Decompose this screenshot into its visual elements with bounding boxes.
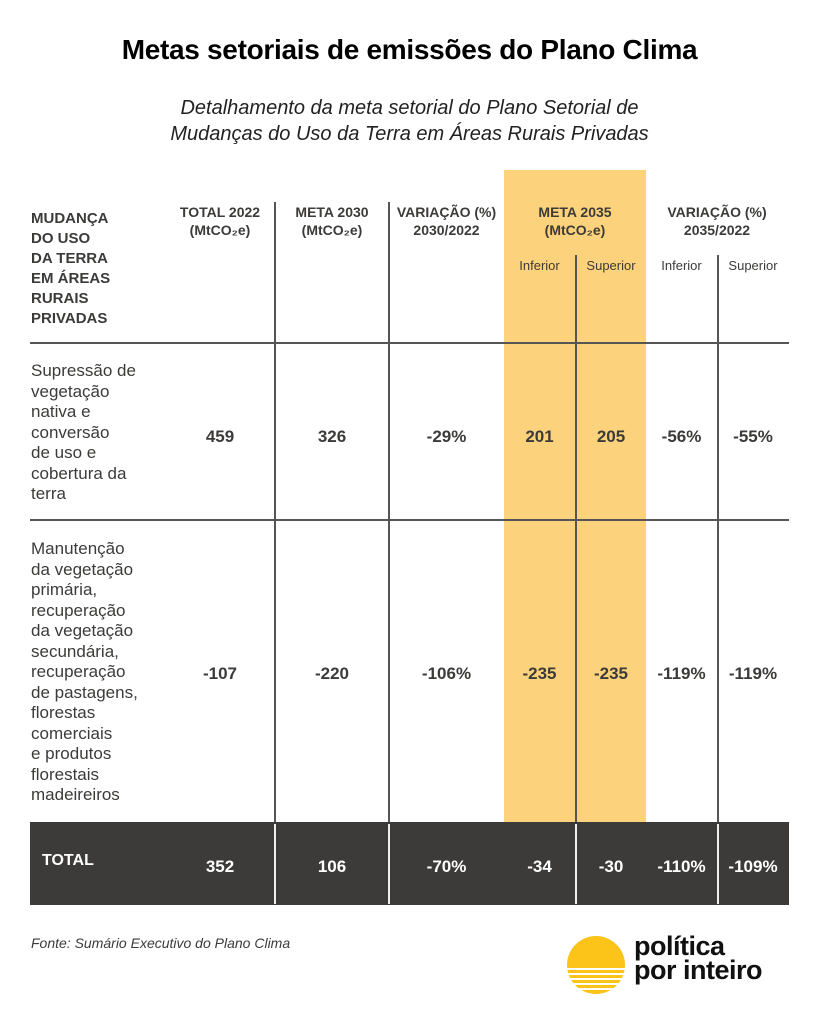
row-divider <box>30 519 789 521</box>
header-meta-2035 <box>504 203 646 239</box>
row-label-line: recuperação <box>31 662 126 681</box>
header-divider <box>30 342 789 344</box>
header-text: META 2035 <box>538 204 612 220</box>
row-label-line: Supressão de <box>31 361 136 380</box>
row-label-line: cobertura da <box>31 463 127 483</box>
header-years: 2035/2022 <box>683 222 751 238</box>
row-label-supressao <box>31 361 181 505</box>
header-text: META 2030 <box>295 204 369 220</box>
row-label-line: florestas <box>31 703 96 722</box>
brand-line-1: política <box>634 931 725 961</box>
header-variacao-2030 <box>389 203 504 239</box>
row-label-line: de uso e <box>31 443 97 462</box>
total-variacao-2030: -70% <box>426 857 467 876</box>
cell-total-2022: 459 <box>205 427 235 446</box>
total-meta-2030: 106 <box>317 857 347 876</box>
header-variacao-2035 <box>646 203 788 239</box>
cell-variacao-2030: -106% <box>421 664 472 683</box>
page-title: Metas setoriais de emissões do Plano Clima <box>121 34 698 65</box>
row-label-line: nativa e <box>31 402 91 421</box>
total-label: TOTAL <box>42 852 94 869</box>
row-label-line: madeireiros <box>31 785 120 804</box>
row-label-line: terra <box>31 484 66 503</box>
row-label-line: da vegetação <box>31 559 134 579</box>
cell-meta-2035-superior: -235 <box>593 664 629 683</box>
header-unit: (MtCO₂e) <box>189 222 251 238</box>
cell-var-2035-superior: -55% <box>733 427 773 446</box>
row-label-line: recuperação <box>31 600 126 620</box>
row-label-line: conversão <box>31 422 110 442</box>
header-text: TOTAL 2022 <box>179 204 261 220</box>
row-label-line: primária, <box>31 580 98 599</box>
header-label-line: DA TERRA <box>31 250 108 267</box>
source-note: Fonte: Sumário Executivo do Plano Clima <box>31 935 291 951</box>
column-divider <box>575 255 577 822</box>
header-label-line: RURAIS <box>31 290 89 307</box>
header-label-line: MUDANÇA <box>31 210 109 227</box>
subheader-meta-2035-superior: Superior <box>586 258 636 273</box>
brand-line-2: por inteiro <box>634 955 762 985</box>
column-divider <box>388 202 390 822</box>
cell-var-2035-inferior: -119% <box>657 664 706 683</box>
cell-variacao-2030: -29% <box>426 427 467 446</box>
row-label-line: da vegetação <box>31 621 134 640</box>
row-label-line: florestais <box>31 764 100 784</box>
cell-meta-2035-inferior: 201 <box>525 427 554 446</box>
sunset-logo-icon <box>565 934 627 1001</box>
cell-var-2035-superior: -119% <box>728 664 778 683</box>
header-unit: (MtCO₂e) <box>301 222 363 238</box>
cell-meta-2030: 326 <box>317 427 347 446</box>
header-label-line: PRIVADAS <box>31 310 108 327</box>
header-years: 2030/2022 <box>413 222 480 238</box>
header-label <box>31 209 141 329</box>
header-unit: (MtCO₂e) <box>544 222 606 238</box>
total-total-2022: 352 <box>205 857 235 876</box>
page-subtitle <box>0 95 819 147</box>
cell-total-2022: -107 <box>202 664 238 683</box>
subtitle-line-2: Mudanças do Uso da Terra em Áreas Rurais Privadas <box>170 123 649 145</box>
cell-meta-2035-inferior: -235 <box>522 664 557 683</box>
total-meta-2035-superior: -30 <box>598 857 624 876</box>
row-label-line: e produtos <box>31 744 112 763</box>
cell-meta-2035-superior: 205 <box>596 427 626 446</box>
row-label-line: vegetação <box>31 381 110 401</box>
total-var-2035-inferior: -110% <box>657 857 706 876</box>
subheader-var-2035-superior: Superior <box>728 258 778 273</box>
cell-meta-2030: -220 <box>314 664 350 683</box>
header-meta-2030 <box>276 203 388 239</box>
row-label-manutencao <box>31 539 181 806</box>
total-meta-2035-inferior: -34 <box>527 857 552 876</box>
header-text: VARIAÇÃO (%) <box>396 204 497 220</box>
row-label-line: Manutenção <box>31 539 125 558</box>
column-divider <box>274 202 276 822</box>
row-label-line: comerciais <box>31 723 113 743</box>
brand-logo-text <box>634 931 762 985</box>
cell-var-2035-inferior: -56% <box>661 427 702 446</box>
row-label-line: secundária, <box>31 641 119 661</box>
column-divider <box>717 255 719 822</box>
subtitle-line-1: Detalhamento da meta setorial do Plano Setorial de <box>180 97 639 119</box>
header-label-line: DO USO <box>31 230 91 247</box>
row-label-line: de pastagens, <box>31 682 138 702</box>
total-var-2035-superior: -109% <box>728 857 778 876</box>
header-total-2022 <box>165 203 275 239</box>
subheader-meta-2035-inferior: Inferior <box>519 258 560 273</box>
subheader-var-2035-inferior: Inferior <box>661 258 702 273</box>
header-label-line: EM ÁREAS <box>31 270 111 287</box>
header-text: VARIAÇÃO (%) <box>667 204 767 220</box>
